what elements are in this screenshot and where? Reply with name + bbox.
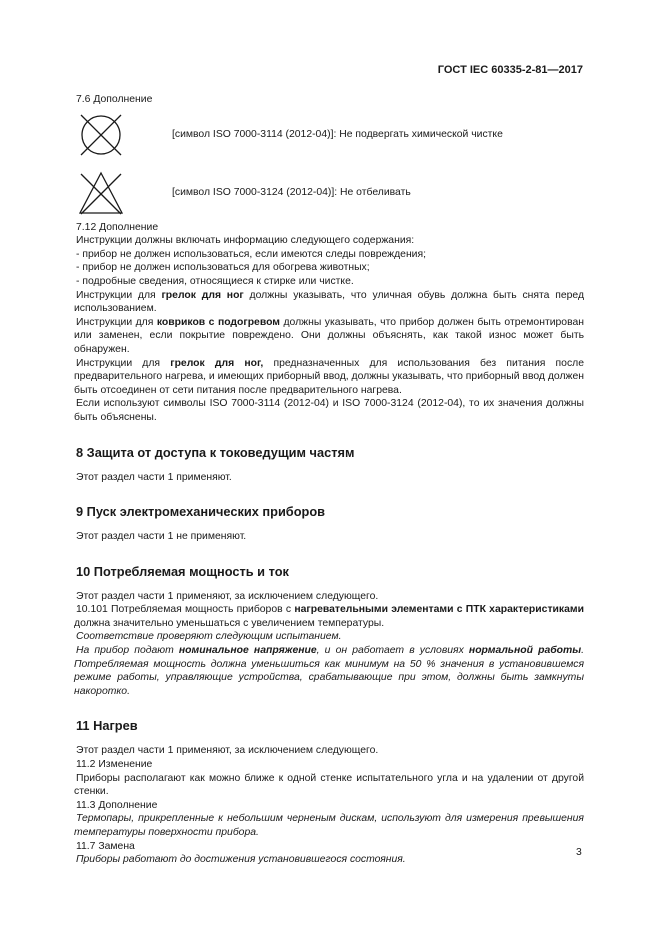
symbol-row-no-dry-clean xyxy=(76,111,584,159)
clause-7-12-title: 7.12 Дополнение xyxy=(76,221,159,233)
paragraph xyxy=(74,289,584,316)
paragraph: Этот раздел части 1 применяют. xyxy=(76,471,232,483)
clause-11-7-title: 11.7 Замена xyxy=(76,840,135,852)
document-header: ГОСТ IEC 60335-2-81—2017 xyxy=(437,64,583,76)
text-run: должна значительно уменьшаться с увеличением температуры. xyxy=(74,617,385,629)
list-item: - прибор не должен использоваться, если имеются следы повреждения; xyxy=(76,248,426,260)
list-item: - прибор не должен использоваться для обогрева животных; xyxy=(76,262,370,274)
section-9-heading: 9 Пуск электромеханических приборов xyxy=(76,504,326,520)
defined-term: номинальное напряжение xyxy=(178,645,317,657)
defined-term: нормальной работы xyxy=(468,645,582,657)
text-run: должны указывать, что прибор должен быть отремонтирован или заменен, если покрытие повреждено. Они должны объяснять, как такой износ может быть обнаружен. xyxy=(74,316,584,355)
text-run: Инструкции для xyxy=(76,289,162,301)
symbol-caption: [символ ISO 7000-3124 (2012-04)]: Не отбеливать xyxy=(172,186,411,198)
paragraph xyxy=(74,603,584,630)
compliance-statement: Соответствие проверяют следующим испытанием. xyxy=(76,631,342,643)
paragraph xyxy=(74,357,584,398)
list-item: - подробные сведения, относящиеся к стирке или чистке. xyxy=(76,275,354,287)
text-run: 10.101 Потребляемая мощность приборов с xyxy=(76,604,295,616)
defined-term: нагревательными элементами с ПТК характеристиками xyxy=(294,604,584,616)
paragraph: Этот раздел части 1 применяют, за исключением следующего. xyxy=(76,745,379,757)
paragraph: Если используют символы ISO 7000-3114 (2012-04) и ISO 7000-3124 (2012-04), то их значения должны быть объяснены. xyxy=(74,398,584,423)
text-run: Инструкции для xyxy=(76,316,157,328)
clause-11-3-title: 11.3 Дополнение xyxy=(76,799,158,811)
defined-term: ковриков с подогревом xyxy=(156,316,280,328)
symbol-row-no-bleach xyxy=(76,169,584,217)
text-run: На прибор подают xyxy=(76,645,179,657)
paragraph: Этот раздел части 1 не применяют. xyxy=(76,531,247,543)
clause-7-6-title: 7.6 Дополнение xyxy=(76,94,153,105)
paragraph: Термопары, прикрепленные к небольшим черненым дискам, используют для измерения превышения температуры поверхности прибора. xyxy=(74,813,584,838)
paragraph: Инструкции должны включать информацию следующего содержания: xyxy=(76,235,415,247)
paragraph xyxy=(74,316,584,357)
clause-11-2-title: 11.2 Изменение xyxy=(76,759,153,771)
text-run: предназначенных для использования без питания после предварительного нагрева, и имеющих приборный ввод, должны указывать, что приборный ввод должен быть отсоединен от сети питания после предварительного нагрева. xyxy=(74,357,584,396)
paragraph: Этот раздел части 1 применяют, за исключением следующего. xyxy=(76,590,379,602)
page-number: 3 xyxy=(576,847,582,858)
defined-term: грелок для ног xyxy=(161,289,244,301)
triangle-x-icon xyxy=(76,170,126,216)
page-content xyxy=(76,93,584,867)
circle-x-icon xyxy=(76,112,126,158)
text-run: Инструкции для xyxy=(76,357,171,369)
paragraph: Приборы работают до достижения установившегося состояния. xyxy=(76,854,406,866)
text-run: , и он работает в условиях xyxy=(316,645,469,657)
section-8-heading: 8 Защита от доступа к токоведущим частям xyxy=(76,444,355,460)
text-run: . Потребляемая мощность должна уменьшиться как минимум на 50 % значения в установившемся режиме работы, управляющие устройства, срабатывающие при этом, должны быть замкнуты накоротко. xyxy=(74,645,585,697)
section-11-heading: 11 Нагрев xyxy=(76,718,138,734)
section-10-heading: 10 Потребляемая мощность и ток xyxy=(76,563,289,579)
text-run: должны указывать, что уличная обувь должна быть снята перед использованием. xyxy=(74,289,585,315)
paragraph: Приборы располагают как можно ближе к одной стенке испытательного угла и на удалении от другой стенки. xyxy=(74,772,584,798)
defined-term: грелок для ног, xyxy=(170,357,264,369)
symbol-caption: [символ ISO 7000-3114 (2012-04)]: Не подвергать химической чистке xyxy=(172,128,503,140)
test-procedure xyxy=(74,644,584,698)
